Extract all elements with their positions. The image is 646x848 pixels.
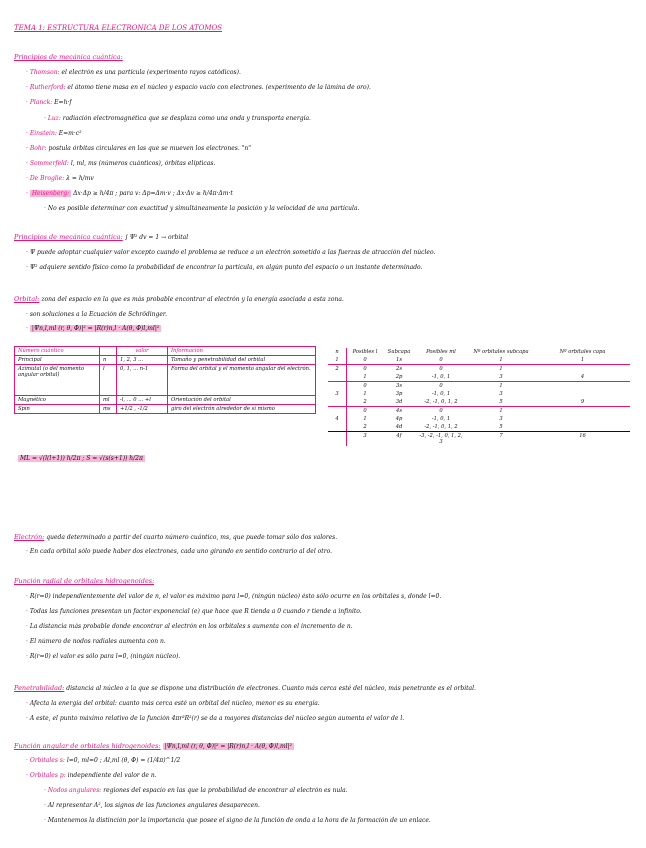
- list-item: · Rutherford: el átomo tiene masa en el núcleo y espacio vacío con electrones. (experimento de la lámina de oro).: [26, 84, 371, 91]
- table-row: 1 2p -1, 0, 1 3 4: [328, 373, 630, 382]
- table-row: 2 4d -2, -1, 0, 1, 2 5: [328, 423, 630, 432]
- classical-heading: Principios de mecánica cuántica:: [14, 53, 123, 61]
- list-item: · Orbitales p: independiente del valor de n.: [26, 772, 157, 779]
- list-item: · Mantenemos la distinción por la importancia que posee el signo de la función de onda a la hora de la formación de un enlace.: [44, 817, 431, 824]
- table-row: 1 0 1s 0 1 1: [328, 356, 630, 365]
- table-row: 3 4f -3, -2, -1, 0, 1, 2, 3 7 16: [328, 432, 630, 447]
- momentum-formula: ML = √(l(l+1)) h/2π ; S = √(s(s+1)) h/2π: [20, 455, 143, 462]
- list-item: · |Ψn,l,ml (r, θ, Φ)|² = |R(r)n,l · A(θ, Φ)l,ml|²: [26, 325, 160, 332]
- table-row: Spin ms +1/2 , -1/2 giro del electrón alrededor de sí mismo: [15, 405, 316, 414]
- list-item: · Orbitales s: l=0, ml=0 ; Al,ml (θ, Φ) = (1/4π)^1/2: [26, 757, 181, 764]
- orbital-heading-line: Orbital: zona del espacio en la que es más probable encontrar al electrón y la energía asociada a esta zona.: [14, 295, 344, 303]
- list-item: · Ψ² adquiere sentido físico como la probabilidad de encontrar la partícula, en algún punto del espacio o un instante determinado.: [26, 264, 423, 271]
- list-item: · Sommerfeld: l, ml, ms (números cuánticos), órbitas elípticas.: [26, 160, 216, 167]
- table-row: Magnético ml -l, ... 0 ... +l Orientación del orbital: [15, 396, 316, 405]
- angular-heading-line: Función angular de orbitales hidrogenoides: |Ψn,l,ml (r, θ, Φ)|² = |R(r)n,l · A(θ, Φ)l,ml|²: [14, 742, 292, 750]
- list-item: · Luz: radiación electromagnética que se desplaza como una onda y transporta energía.: [44, 115, 311, 122]
- list-item: · Al representar A², los signos de las funciones angulares desaparecen.: [44, 802, 260, 809]
- list-item: · Nodos angulares: regiones del espacio en las que la probabilidad de encontrar al electrón es nula.: [44, 787, 348, 794]
- list-item: · Einstein: E=m·c²: [26, 130, 82, 137]
- list-item: · R(r=0) independientemente del valor de n, el valor es máximo para l=0, (ningún núcleo) ésto sólo ocurre en los orbitales s, donde l=0.: [26, 593, 442, 600]
- orbitals-table: [328, 348, 630, 446]
- table-row: Principal n 1, 2, 3 ... Tamaño y penetrabilidad del orbital: [15, 356, 316, 365]
- list-item: · Todas las funciones presentan un factor exponencial (e) que hace que R tienda a 0 cuando r tiende a infinito.: [26, 608, 362, 615]
- list-item: · De Broglie: λ = h/mv: [26, 175, 94, 182]
- table-row: 2 0 2s 0 1: [335, 366, 503, 372]
- list-item: · Planck: E=h·f: [26, 99, 72, 106]
- list-item: · Thomson: el electrón es una partícula (experimento rayos catódicos).: [26, 69, 241, 76]
- list-item: · En cada orbital sólo puede haber dos electrones, cada uno girando en sentido contrario al del otro.: [26, 548, 332, 555]
- table-row: 0 3s 0 1: [328, 382, 630, 391]
- list-item: · La distancia más probable donde encontrar al electrón en los orbitales s aumenta con el incremento de n.: [26, 623, 353, 630]
- table-row: 4 1 4p -1, 0, 1 3: [335, 416, 503, 422]
- list-item: · R(r=0) el valor es sólo para l=0, (ningún núcleo).: [26, 653, 181, 660]
- table-header-row: n Posibles l Subcapa Posibles ml Nº orbitales subcapa Nº orbitales capa: [335, 349, 606, 355]
- table-row: 0 4s 0 1: [328, 407, 630, 416]
- table-header-row: Número cuántico valor Información: [15, 347, 316, 356]
- penetrability-heading-line: Penetrabilidad: distancia al núcleo a la que se dispone una distribución de electrones. Cuanto más cerca esté del núcleo, más penetrante es el orbital.: [14, 684, 476, 692]
- page-title: TEMA 1: ESTRUCTURA ELECTRÓNICA DE LOS ÁTOMOS: [14, 24, 223, 32]
- radial-heading: Función radial de orbitales hidrogenoides:: [14, 577, 155, 585]
- table-row: Azimutal (o del momento angular orbital) l 0, 1, ... n-1 Forma del orbital y el momento angular del electrón.: [15, 365, 316, 396]
- list-item: · Afecta la energía del orbital: cuanto más cerca esté un orbital del núcleo, menor es su energía.: [26, 700, 320, 707]
- electron-heading-line: Electrón: queda determinado a partir del cuarto número cuántico, ms, que puede tomar sólo dos valores.: [14, 533, 338, 541]
- list-item: · Bohr: postula órbitas circulares en las que se mueven los electrones. "n": [26, 145, 252, 152]
- quantum-heading-line: Principios de mecánica cuántica: ∫ Ψ² dv = 1 → orbital: [14, 233, 189, 241]
- table-row: 2 3d -2, -1, 0, 1, 2 5 9: [328, 398, 630, 407]
- list-item: · son soluciones a la Ecuación de Schrödinger.: [26, 311, 168, 318]
- list-item: · El número de nodos radiales aumenta con n.: [26, 638, 166, 645]
- list-item: · No es posible determinar con exactitud y simultáneamente la posición y la velocidad de una partícula.: [44, 205, 360, 212]
- table-row: 3 1 3p -1, 0, 1 3: [335, 391, 503, 397]
- list-item: · A este, el punto máximo relativo de la función 4πr²R²(r) se da a mayores distancias del núcleo según aumenta el valor de l.: [26, 715, 405, 722]
- list-item: · Ψ puede adoptar cualquier valor excepto cuando el problema se reduce a un electrón sometido a las fuerzas de atracción del núcleo.: [26, 249, 436, 256]
- list-item: · Heisenberg: Δx·Δp ≥ h/4π ; para v: Δp=Δm·v ; Δx·Δv ≥ h/4π·Δm·t: [26, 190, 233, 197]
- quantum-numbers-table: [14, 346, 316, 414]
